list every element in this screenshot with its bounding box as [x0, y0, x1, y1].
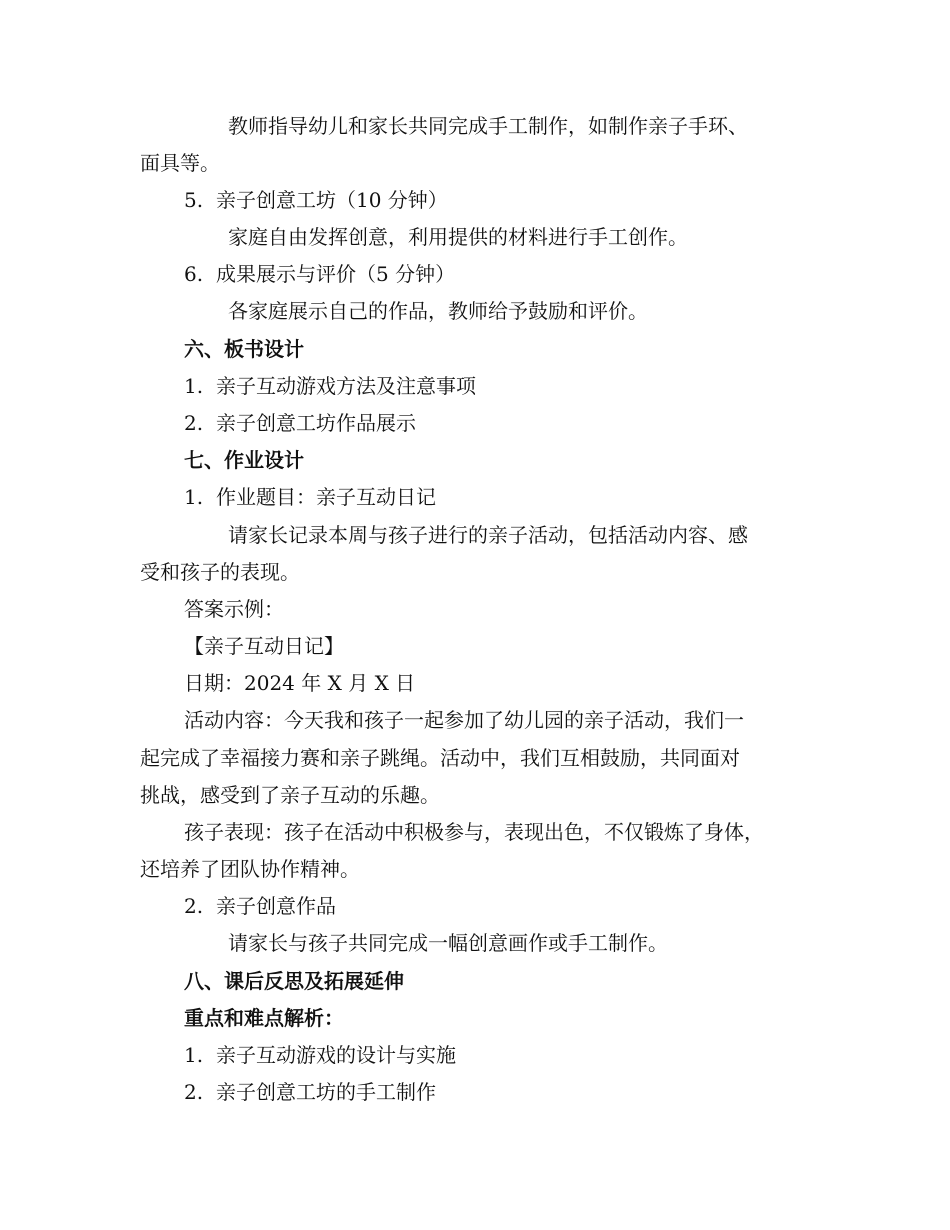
list-text: 亲子互动游戏的设计与实施: [216, 1043, 456, 1067]
list-item: [184, 261, 455, 287]
list-item: [184, 373, 476, 399]
list-item: [184, 484, 436, 510]
list-text: 作业题目：亲子互动日记: [216, 485, 436, 509]
paragraph-line: 活动内容：今天我和孩子一起参加了幼儿园的亲子活动，我们一: [184, 708, 744, 732]
list-number: 6.: [184, 262, 204, 286]
list-text: 亲子互动游戏方法及注意事项: [216, 374, 476, 398]
paragraph-line: 家庭自由发挥创意，利用提供的材料进行手工创作。: [228, 225, 688, 249]
section-heading: 七、作业设计: [184, 448, 304, 472]
paragraph-line: 受和孩子的表现。: [140, 560, 300, 584]
paragraph-line: 教师指导幼儿和家长共同完成手工制作，如制作亲子手环、: [228, 114, 748, 138]
list-item: [184, 893, 336, 919]
paragraph-line: 起完成了幸福接力赛和亲子跳绳。活动中，我们互相鼓励，共同面对: [140, 746, 740, 770]
list-text: 成果展示与评价（5 分钟）: [216, 262, 456, 286]
sub-heading: 重点和难点解析：: [184, 1006, 344, 1030]
answer-label: 答案示例：: [184, 597, 284, 621]
paragraph-line: 挑战，感受到了亲子互动的乐趣。: [140, 783, 440, 807]
paragraph-line: 孩子表现：孩子在活动中积极参与，表现出色，不仅锻炼了身体，: [184, 820, 764, 844]
list-text: 亲子创意工坊（10 分钟）: [216, 188, 448, 212]
list-text: 亲子创意工坊作品展示: [216, 411, 416, 435]
list-number: 5.: [184, 188, 204, 212]
paragraph-line: 还培养了团队协作精神。: [140, 857, 360, 881]
paragraph-line: 各家庭展示自己的作品，教师给予鼓励和评价。: [228, 299, 648, 323]
diary-title: 【亲子互动日记】: [184, 634, 344, 658]
paragraph-line: 面具等。: [140, 151, 220, 175]
list-item: [184, 1042, 456, 1068]
list-number: 2.: [184, 1080, 204, 1104]
list-number: 2.: [184, 894, 204, 918]
paragraph-line: 请家长与孩子共同完成一幅创意画作或手工制作。: [228, 931, 668, 955]
list-text: 亲子创意工坊的手工制作: [216, 1080, 436, 1104]
diary-date: 日期：2024 年 X 月 X 日: [184, 671, 416, 695]
list-number: 1.: [184, 374, 204, 398]
list-number: 2.: [184, 411, 204, 435]
paragraph-line: 请家长记录本周与孩子进行的亲子活动，包括活动内容、感: [228, 523, 748, 547]
list-number: 1.: [184, 1043, 204, 1067]
list-item: [184, 1079, 436, 1105]
list-number: 1.: [184, 485, 204, 509]
list-item: [184, 410, 416, 436]
list-text: 亲子创意作品: [216, 894, 336, 918]
section-heading: 六、板书设计: [184, 337, 304, 361]
list-item: [184, 187, 448, 213]
section-heading: 八、课后反思及拓展延伸: [184, 969, 404, 993]
